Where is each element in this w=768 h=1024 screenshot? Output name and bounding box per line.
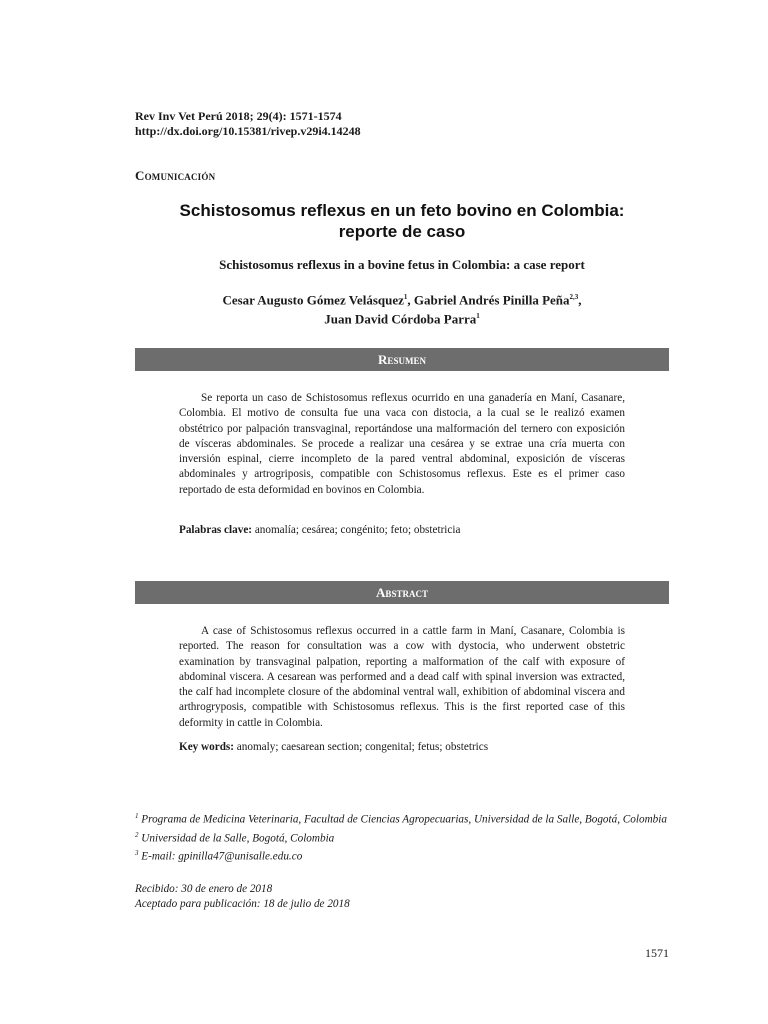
- affiliation-text: Universidad de la Salle, Bogotá, Colombia: [141, 832, 335, 845]
- resumen-text: Se reporta un caso de Schistosomus reflexus ocurrido en una ganadería en Maní, Casanare, Colombia. El motivo de consulta fue una vaca con distocia, a la cual se le realizó examen obstétrico por palpación transvaginal, reportándose una malformación del ternero con exposición de vísceras abdominales. Se procede a realizar una cesárea y se extrae una cría muerta con inversión espinal, cierre incompleto de la pared ventral abdominal, exposición de vísceras abdominales y artrogriposis, compatible con Schistosomus reflexus. Este es el primer caso reportado de esta deformidad en bovinos en Colombia.: [179, 392, 625, 496]
- keywords-list: anomaly; caesarean section; congenital; fetus; obstetrics: [236, 741, 489, 753]
- publication-dates: [135, 882, 350, 912]
- keywords-label: Key words:: [179, 741, 234, 753]
- section-label: Comunicación: [135, 168, 216, 183]
- affiliation-item: [135, 846, 669, 865]
- affiliation-mark: 1: [135, 812, 139, 820]
- title-line-1: Schistosomus reflexus en un feto bovino en Colombia:: [179, 201, 625, 220]
- affiliations: [135, 809, 669, 865]
- journal-citation: [135, 109, 361, 139]
- author-name: Gabriel Andrés Pinilla Peña: [413, 292, 570, 308]
- page-number: 1571: [645, 946, 669, 960]
- key-words: [179, 740, 625, 755]
- author-affiliation-mark: 1: [476, 312, 480, 321]
- journal-line: Rev Inv Vet Perú 2018; 29(4): 1571-1574: [135, 109, 342, 123]
- affiliation-item: [135, 809, 669, 828]
- title-line-2: reporte de caso: [338, 222, 466, 241]
- english-title: Schistosomus reflexus in a bovine fetus in Colombia: a case report: [219, 257, 585, 272]
- author-line-2: [135, 308, 669, 327]
- resumen-heading-bar: Resumen: [135, 348, 669, 371]
- accepted-date: Aceptado para publicación: 18 de julio de 2018: [135, 898, 350, 910]
- author-name: Cesar Augusto Gómez Velásquez: [222, 292, 404, 308]
- received-date: Recibido: 30 de enero de 2018: [135, 883, 273, 895]
- affiliation-item: [135, 828, 669, 847]
- palabras-clave: [179, 523, 625, 538]
- author-line-1: Cesar Augusto Gómez Velásquez$^1$, Gabriel Andrés Pinilla Peña$^{2,3}$,: [222, 292, 582, 308]
- affiliation-text: Programa de Medicina Veterinaria, Facultad de Ciencias Agropecuarias, Universidad de la Salle, Bogotá, Colombia: [141, 813, 667, 826]
- keywords-list: anomalía; cesárea; congénito; feto; obstetricia: [254, 524, 461, 536]
- abstract-heading-bar: Abstract: [135, 581, 669, 604]
- doi-link[interactable]: http://dx.doi.org/10.15381/rivep.v29i4.14248: [135, 124, 361, 138]
- author-name: Juan David Córdoba Parra: [324, 311, 477, 327]
- author-affiliation-mark: 1: [403, 293, 408, 301]
- article-title: [135, 200, 669, 242]
- author-list: [135, 289, 669, 328]
- author-affiliation-mark: 2,3: [569, 293, 579, 301]
- affiliation-mark: 3: [135, 849, 139, 858]
- affiliation-mark: 2: [135, 830, 139, 839]
- email-text[interactable]: E-mail: gpinilla47@unisalle.edu.co: [141, 851, 303, 864]
- keywords-label: Palabras clave:: [179, 524, 253, 536]
- abstract-text: A case of Schistosomus reflexus occurred in a cattle farm in Maní, Casanare, Colombia is reported. The reason for consultation was a cow with dystocia, who underwent obstetric examination by transvaginal palpation, reporting a malformation of the calf with exposure of abdominal viscera. A cesarean was performed and a dead calf with spinal inversion was extracted, the calf had incomplete closure of the abdominal ventral wall, exhibition of abdominal viscera and arthrogryposis, compatible with Schistosomus reflexus. This is the first reported case of this deformity in cattle in Colombia.: [179, 625, 625, 729]
